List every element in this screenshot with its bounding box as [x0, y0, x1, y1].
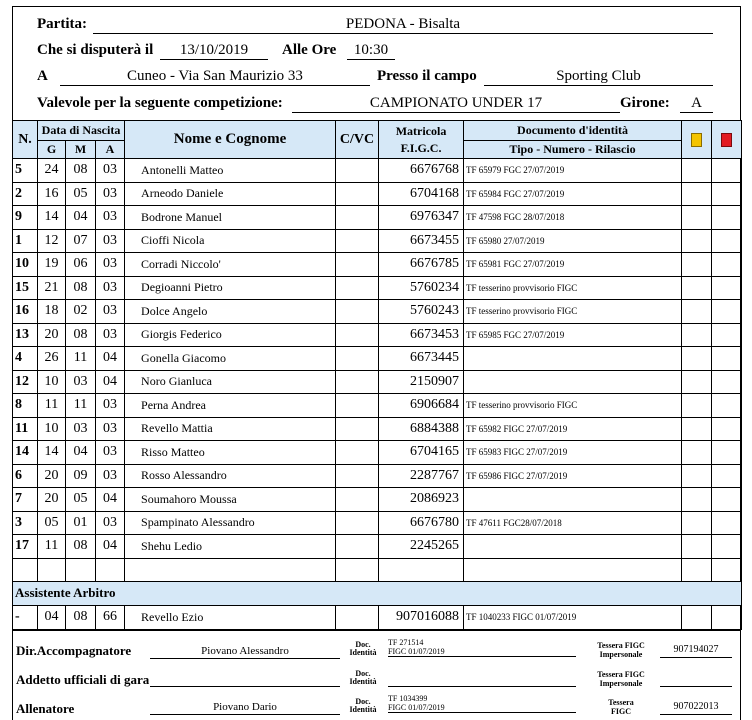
player-doc[interactable] — [464, 347, 682, 371]
yellow-card-icon — [691, 133, 702, 147]
addetto-name[interactable] — [150, 672, 340, 687]
player-dob-m[interactable]: 03 — [66, 370, 96, 394]
assistant-red[interactable] — [712, 605, 742, 629]
player-cvc[interactable] — [336, 511, 379, 535]
player-matricola[interactable]: 6673445 — [379, 347, 464, 371]
player-cvc[interactable] — [336, 464, 379, 488]
player-name[interactable]: Arneodo Daniele — [125, 182, 336, 206]
assistant-cvc[interactable] — [336, 605, 379, 629]
player-yellow[interactable] — [682, 182, 712, 206]
player-name[interactable]: Soumahoro Moussa — [125, 488, 336, 512]
player-red[interactable] — [712, 464, 742, 488]
presso-label: Presso il campo — [377, 68, 477, 84]
player-doc[interactable]: TF 65984 FGC 27/07/2019 — [464, 182, 682, 206]
player-name[interactable]: Giorgis Federico — [125, 323, 336, 347]
player-dob-a[interactable]: 03 — [96, 464, 125, 488]
a-label: A — [37, 68, 48, 84]
player-matricola[interactable]: 2287767 — [379, 464, 464, 488]
player-row — [13, 347, 742, 371]
player-cvc[interactable] — [336, 276, 379, 300]
partita-field[interactable]: PEDONA - Bisalta — [93, 16, 713, 34]
player-name[interactable] — [125, 558, 336, 582]
player-cvc[interactable] — [336, 323, 379, 347]
player-dob-m[interactable]: 02 — [66, 300, 96, 324]
player-doc[interactable]: TF 47598 FGC 28/07/2018 — [464, 206, 682, 230]
player-dob-g[interactable]: 14 — [38, 441, 66, 465]
ore-label: Alle Ore — [282, 42, 337, 58]
player-dob-a[interactable]: 04 — [96, 347, 125, 371]
player-cvc[interactable] — [336, 488, 379, 512]
dir-tessera-label-1: Tessera FIGC — [597, 641, 645, 650]
assistant-row — [13, 605, 742, 629]
player-doc[interactable]: TF tesserino provvisorio FIGC — [464, 300, 682, 324]
player-dob-g[interactable]: 10 — [38, 417, 66, 441]
player-doc[interactable] — [464, 558, 682, 582]
player-number[interactable]: 14 — [13, 441, 38, 465]
player-dob-g[interactable]: 19 — [38, 253, 66, 277]
col-header-red — [712, 121, 742, 159]
assistant-number[interactable]: - — [13, 605, 38, 629]
assistant-section-label: Assistente Arbitro — [13, 582, 742, 606]
player-dob-m[interactable]: 07 — [66, 229, 96, 253]
player-number[interactable]: 17 — [13, 535, 38, 559]
player-red[interactable] — [712, 370, 742, 394]
player-number[interactable]: 7 — [13, 488, 38, 512]
allenatore-doc-label-1: Doc. — [355, 697, 371, 706]
player-matricola[interactable]: 6673455 — [379, 229, 464, 253]
player-doc[interactable]: TF tesserino provvisorio FIGC — [464, 276, 682, 300]
allenatore-doc-value[interactable] — [388, 694, 576, 713]
player-dob-a[interactable]: 04 — [96, 535, 125, 559]
player-dob-m[interactable]: 08 — [66, 323, 96, 347]
col-header-doc: Documento d'identità — [464, 121, 682, 141]
player-cvc[interactable] — [336, 417, 379, 441]
player-doc[interactable]: TF 65982 FIGC 27/07/2019 — [464, 417, 682, 441]
player-cvc[interactable] — [336, 370, 379, 394]
allenatore-tessera-label-2: FIGC — [611, 707, 631, 716]
player-yellow[interactable] — [682, 535, 712, 559]
allenatore-name[interactable]: Piovano Dario — [150, 700, 340, 715]
addetto-doc-value[interactable] — [388, 672, 576, 687]
col-header-m: M — [66, 141, 96, 159]
player-number[interactable]: 5 — [13, 159, 38, 183]
player-doc[interactable]: TF tesserino provvisorio FIGC — [464, 394, 682, 418]
player-dob-a[interactable]: 03 — [96, 300, 125, 324]
assistant-name[interactable]: Revello Ezio — [125, 605, 336, 629]
player-dob-a[interactable]: 03 — [96, 417, 125, 441]
footer-divider — [12, 630, 741, 631]
assistant-dob-g[interactable]: 04 — [38, 605, 66, 629]
player-number[interactable] — [13, 558, 38, 582]
player-row — [13, 511, 742, 535]
competition-label: Valevole per la seguente competizione: — [37, 95, 283, 111]
player-matricola[interactable]: 6884388 — [379, 417, 464, 441]
player-matricola[interactable]: 6906684 — [379, 394, 464, 418]
matricola-label-1: Matricola — [395, 123, 447, 138]
col-header-a: A — [96, 141, 125, 159]
player-cvc[interactable] — [336, 159, 379, 183]
player-dob-m[interactable] — [66, 558, 96, 582]
player-cvc[interactable] — [336, 347, 379, 371]
player-red[interactable] — [712, 206, 742, 230]
competition-field[interactable]: CAMPIONATO UNDER 17 — [292, 95, 620, 113]
player-yellow[interactable] — [682, 300, 712, 324]
player-dob-a[interactable]: 03 — [96, 206, 125, 230]
player-doc[interactable]: TF 47611 FGC28/07/2018 — [464, 511, 682, 535]
allenatore-tessera-label — [595, 698, 647, 716]
player-row — [13, 441, 742, 465]
player-cvc[interactable] — [336, 182, 379, 206]
dir-tessera-value[interactable]: 907194027 — [660, 643, 732, 658]
player-red[interactable] — [712, 347, 742, 371]
addetto-tessera-label-1: Tessera FIGC — [597, 670, 645, 679]
player-red[interactable] — [712, 441, 742, 465]
player-doc[interactable]: TF 65980 27/07/2019 — [464, 229, 682, 253]
player-yellow[interactable] — [682, 394, 712, 418]
player-row — [13, 276, 742, 300]
player-cvc[interactable] — [336, 253, 379, 277]
player-number[interactable]: 10 — [13, 253, 38, 277]
player-yellow[interactable] — [682, 276, 712, 300]
player-dob-m[interactable]: 11 — [66, 347, 96, 371]
player-dob-g[interactable]: 11 — [38, 535, 66, 559]
girone-field[interactable]: A — [680, 95, 713, 113]
player-row — [13, 253, 742, 277]
addetto-doc-label-1: Doc. — [355, 669, 371, 678]
player-cvc[interactable] — [336, 535, 379, 559]
player-dob-a[interactable]: 03 — [96, 182, 125, 206]
player-yellow[interactable] — [682, 417, 712, 441]
player-name[interactable]: Gonella Giacomo — [125, 347, 336, 371]
player-matricola[interactable]: 6704165 — [379, 441, 464, 465]
player-name[interactable]: Corradi Niccolo' — [125, 253, 336, 277]
allenatore-label: Allenatore — [16, 701, 75, 716]
player-row — [13, 394, 742, 418]
player-yellow[interactable] — [682, 488, 712, 512]
col-header-dob: Data di Nascita — [38, 121, 125, 141]
player-dob-g[interactable]: 10 — [38, 370, 66, 394]
dir-doc-label — [345, 641, 381, 657]
player-red[interactable] — [712, 253, 742, 277]
player-dob-a[interactable]: 03 — [96, 159, 125, 183]
addetto-doc-label — [345, 670, 381, 686]
player-name[interactable]: Spampinato Alessandro — [125, 511, 336, 535]
player-yellow[interactable] — [682, 206, 712, 230]
dir-doc-label-2: Identità — [349, 648, 377, 657]
player-dob-a[interactable]: 03 — [96, 276, 125, 300]
assistant-doc[interactable]: TF 1040233 FIGC 01/07/2019 — [464, 605, 682, 629]
col-header-yellow — [682, 121, 712, 159]
player-row — [13, 558, 742, 582]
player-dob-a[interactable]: 03 — [96, 441, 125, 465]
player-red[interactable] — [712, 229, 742, 253]
player-matricola[interactable]: 2086923 — [379, 488, 464, 512]
player-matricola[interactable]: 6976347 — [379, 206, 464, 230]
player-yellow[interactable] — [682, 253, 712, 277]
player-cvc[interactable] — [336, 394, 379, 418]
player-red[interactable] — [712, 182, 742, 206]
player-doc[interactable]: TF 65985 FGC 27/07/2019 — [464, 323, 682, 347]
allenatore-doc-line-1: TF 1034399 — [388, 694, 428, 703]
player-dob-g[interactable]: 24 — [38, 159, 66, 183]
player-dob-m[interactable]: 08 — [66, 159, 96, 183]
player-dob-g[interactable]: 05 — [38, 511, 66, 535]
player-name[interactable]: Rosso Alessandro — [125, 464, 336, 488]
player-dob-g[interactable]: 20 — [38, 464, 66, 488]
player-number[interactable]: 13 — [13, 323, 38, 347]
addetto-tessera-label — [585, 670, 657, 688]
player-red[interactable] — [712, 300, 742, 324]
player-number[interactable]: 9 — [13, 206, 38, 230]
player-red[interactable] — [712, 535, 742, 559]
player-dob-m[interactable]: 08 — [66, 535, 96, 559]
player-dob-a[interactable]: 03 — [96, 253, 125, 277]
allenatore-doc-label — [345, 698, 381, 714]
col-header-matricola — [379, 121, 464, 159]
player-row — [13, 464, 742, 488]
allenatore-tessera-value[interactable]: 907022013 — [660, 700, 732, 715]
dir-accompagnatore-name[interactable]: Piovano Alessandro — [150, 644, 340, 659]
player-red[interactable] — [712, 394, 742, 418]
player-number[interactable]: 4 — [13, 347, 38, 371]
player-row — [13, 300, 742, 324]
player-row — [13, 370, 742, 394]
field-field[interactable]: Sporting Club — [484, 68, 713, 86]
player-yellow[interactable] — [682, 370, 712, 394]
player-dob-a[interactable]: 03 — [96, 394, 125, 418]
dir-tessera-label — [585, 641, 657, 659]
player-doc[interactable]: TF 65979 FGC 27/07/2019 — [464, 159, 682, 183]
player-row — [13, 417, 742, 441]
player-matricola[interactable]: 6676785 — [379, 253, 464, 277]
player-row — [13, 206, 742, 230]
addetto-doc-label-2: Identità — [349, 677, 377, 686]
date-field[interactable]: 13/10/2019 — [160, 42, 268, 60]
player-name[interactable]: Degioanni Pietro — [125, 276, 336, 300]
player-yellow[interactable] — [682, 511, 712, 535]
player-doc[interactable]: TF 65981 FGC 27/07/2019 — [464, 253, 682, 277]
player-matricola[interactable]: 2150907 — [379, 370, 464, 394]
col-header-cvc: C/VC — [336, 121, 379, 159]
girone-label: Girone: — [620, 95, 670, 111]
player-dob-g[interactable]: 26 — [38, 347, 66, 371]
player-yellow[interactable] — [682, 464, 712, 488]
player-cvc[interactable] — [336, 441, 379, 465]
partita-label: Partita: — [37, 16, 87, 32]
player-red[interactable] — [712, 159, 742, 183]
player-dob-g[interactable] — [38, 558, 66, 582]
assistant-matricola[interactable]: 907016088 — [379, 605, 464, 629]
player-name[interactable]: Dolce Angelo — [125, 300, 336, 324]
player-row — [13, 229, 742, 253]
player-matricola[interactable] — [379, 558, 464, 582]
player-name[interactable]: Noro Gianluca — [125, 370, 336, 394]
player-dob-g[interactable]: 20 — [38, 323, 66, 347]
player-dob-a[interactable]: 04 — [96, 488, 125, 512]
assistant-yellow[interactable] — [682, 605, 712, 629]
player-cvc[interactable] — [336, 558, 379, 582]
player-dob-m[interactable]: 08 — [66, 276, 96, 300]
player-name[interactable]: Shehu Ledio — [125, 535, 336, 559]
player-red[interactable] — [712, 417, 742, 441]
allenatore-doc-line-2: FIGC 01/07/2019 — [388, 703, 445, 712]
player-number[interactable]: 6 — [13, 464, 38, 488]
addetto-tessera-label-2: Impersonale — [599, 679, 643, 688]
col-header-doc-sub: Tipo - Numero - Rilascio — [464, 141, 682, 159]
player-name[interactable]: Risso Matteo — [125, 441, 336, 465]
player-yellow[interactable] — [682, 229, 712, 253]
player-dob-m[interactable]: 04 — [66, 441, 96, 465]
player-dob-g[interactable]: 16 — [38, 182, 66, 206]
col-header-g: G — [38, 141, 66, 159]
player-name[interactable]: Revello Mattia — [125, 417, 336, 441]
dir-tessera-label-2: Impersonale — [599, 650, 643, 659]
player-row — [13, 488, 742, 512]
player-dob-a[interactable] — [96, 558, 125, 582]
player-dob-g[interactable]: 14 — [38, 206, 66, 230]
player-yellow[interactable] — [682, 323, 712, 347]
col-header-name: Nome e Cognome — [125, 121, 336, 159]
player-number[interactable]: 16 — [13, 300, 38, 324]
player-dob-g[interactable]: 21 — [38, 276, 66, 300]
player-red[interactable] — [712, 511, 742, 535]
player-name[interactable]: Antonelli Matteo — [125, 159, 336, 183]
player-yellow[interactable] — [682, 558, 712, 582]
player-dob-m[interactable]: 09 — [66, 464, 96, 488]
player-cvc[interactable] — [336, 229, 379, 253]
player-dob-a[interactable]: 03 — [96, 229, 125, 253]
player-row — [13, 535, 742, 559]
player-red[interactable] — [712, 558, 742, 582]
player-number[interactable]: 2 — [13, 182, 38, 206]
player-red[interactable] — [712, 323, 742, 347]
dir-doc-line-2: FIGC 01/07/2019 — [388, 647, 445, 656]
player-matricola[interactable]: 6676768 — [379, 159, 464, 183]
player-dob-a[interactable]: 03 — [96, 511, 125, 535]
player-cvc[interactable] — [336, 300, 379, 324]
player-yellow[interactable] — [682, 159, 712, 183]
player-number[interactable]: 12 — [13, 370, 38, 394]
player-row — [13, 323, 742, 347]
assistant-dob-a[interactable]: 66 — [96, 605, 125, 629]
player-row — [13, 182, 742, 206]
player-doc[interactable] — [464, 535, 682, 559]
player-name[interactable]: Cioffi Nicola — [125, 229, 336, 253]
matricola-label-2: F.I.G.C. — [400, 140, 442, 155]
roster-table — [12, 120, 742, 630]
dir-accompagnatore-label: Dir.Accompagnatore — [16, 643, 132, 658]
player-matricola[interactable]: 2245265 — [379, 535, 464, 559]
player-dob-a[interactable]: 04 — [96, 370, 125, 394]
player-matricola[interactable]: 5760234 — [379, 276, 464, 300]
player-dob-m[interactable]: 04 — [66, 206, 96, 230]
player-name[interactable]: Perna Andrea — [125, 394, 336, 418]
col-header-number: N. — [13, 121, 38, 159]
dir-doc-line-1: TF 271514 — [388, 638, 424, 647]
dir-doc-value[interactable] — [388, 638, 576, 657]
player-dob-m[interactable]: 03 — [66, 417, 96, 441]
addetto-tessera-value[interactable] — [660, 672, 732, 687]
assistant-dob-m[interactable]: 08 — [66, 605, 96, 629]
player-number[interactable]: 8 — [13, 394, 38, 418]
allenatore-tessera-label-1: Tessera — [608, 698, 634, 707]
player-dob-g[interactable]: 12 — [38, 229, 66, 253]
player-matricola[interactable]: 5760243 — [379, 300, 464, 324]
player-yellow[interactable] — [682, 441, 712, 465]
player-doc[interactable] — [464, 370, 682, 394]
location-field[interactable]: Cuneo - Via San Maurizio 33 — [60, 68, 370, 86]
dir-doc-label-1: Doc. — [355, 640, 371, 649]
player-dob-m[interactable]: 06 — [66, 253, 96, 277]
player-matricola[interactable]: 6676780 — [379, 511, 464, 535]
player-yellow[interactable] — [682, 347, 712, 371]
player-doc[interactable]: TF 65983 FIGC 27/07/2019 — [464, 441, 682, 465]
player-dob-m[interactable]: 05 — [66, 488, 96, 512]
player-dob-g[interactable]: 18 — [38, 300, 66, 324]
player-matricola[interactable]: 6704168 — [379, 182, 464, 206]
player-dob-m[interactable]: 05 — [66, 182, 96, 206]
player-number[interactable]: 1 — [13, 229, 38, 253]
red-card-icon — [721, 133, 732, 147]
player-dob-a[interactable]: 03 — [96, 323, 125, 347]
allenatore-doc-label-2: Identità — [349, 705, 377, 714]
disputa-label: Che si disputerà il — [37, 42, 154, 58]
player-red[interactable] — [712, 276, 742, 300]
player-matricola[interactable]: 6673453 — [379, 323, 464, 347]
player-red[interactable] — [712, 488, 742, 512]
addetto-label: Addetto ufficiali di gara — [16, 672, 150, 687]
player-dob-g[interactable]: 11 — [38, 394, 66, 418]
player-number[interactable]: 15 — [13, 276, 38, 300]
player-name[interactable]: Bodrone Manuel — [125, 206, 336, 230]
player-number[interactable]: 11 — [13, 417, 38, 441]
player-cvc[interactable] — [336, 206, 379, 230]
player-number[interactable]: 3 — [13, 511, 38, 535]
player-dob-m[interactable]: 01 — [66, 511, 96, 535]
player-row — [13, 159, 742, 183]
time-field[interactable]: 10:30 — [347, 42, 395, 60]
player-dob-m[interactable]: 11 — [66, 394, 96, 418]
player-doc[interactable]: TF 65986 FIGC 27/07/2019 — [464, 464, 682, 488]
player-doc[interactable] — [464, 488, 682, 512]
player-dob-g[interactable]: 20 — [38, 488, 66, 512]
